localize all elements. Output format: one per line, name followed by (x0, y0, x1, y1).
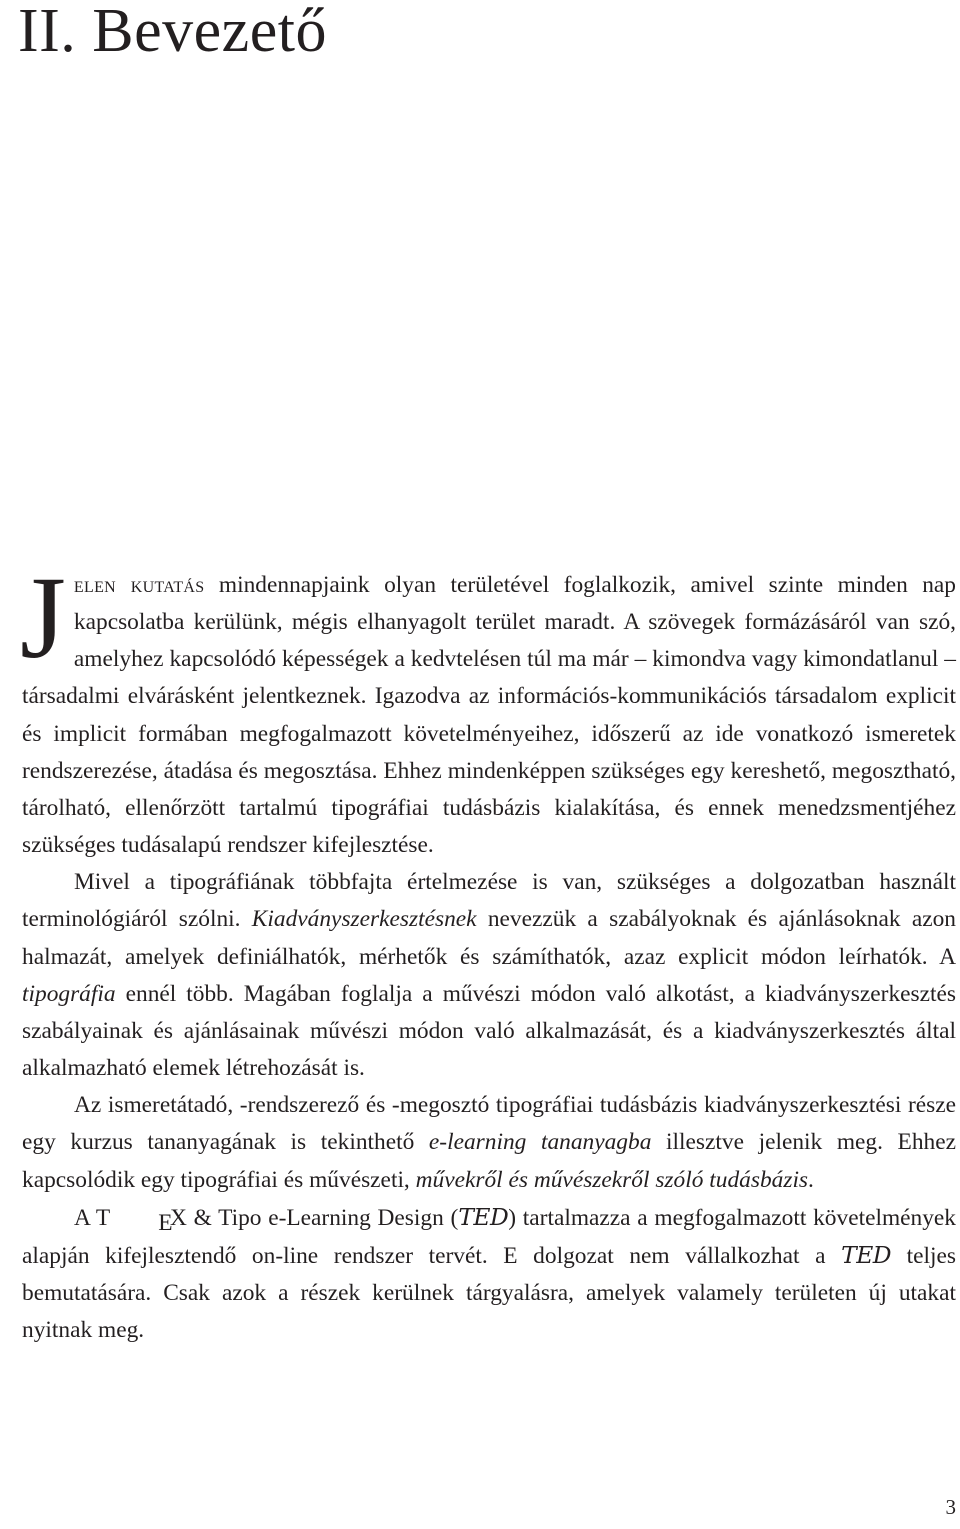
paragraph-ted (22, 1199, 956, 1350)
tex-logo: T EX (95, 1204, 187, 1236)
chapter-title: II. Bevezető (18, 0, 327, 65)
term-kiadvanyszerkesztes: Kiadványszerkesztésnek (251, 906, 477, 933)
lead-in-small-caps: elen kutatás (73, 572, 205, 598)
term-art-knowledge-base: művekről és művészekről szóló tudásbázis (415, 1166, 809, 1193)
paragraph-intro (20, 552, 956, 864)
paragraph-knowledge-base (22, 1087, 956, 1198)
paragraph-knowledge-base-text-2: illesztve jelenik meg. Ehhez kapcsolódik egy tipográfiai és művészeti, (22, 1129, 956, 1193)
paragraph-ted-text-4: teljes bemutatására. Csak azok a részek kerülnek tárgyalásra, amelyek valamely területen új utakat nyitnak meg. (22, 1242, 956, 1344)
paragraph-terminology (22, 864, 956, 1087)
paragraph-knowledge-base-text-1: Az ismeretátadó, -rendszerező és -megosztó tipográfiai tudásbázis kiadványszerkesztési része egy kurzus tananyagának is tekinthető (22, 1092, 956, 1156)
term-tipografia: tipográfia (22, 980, 116, 1007)
ted-logo: TED (458, 1202, 509, 1231)
term-e-learning: e-learning tananyagba (428, 1129, 652, 1156)
paragraph-ted-text-3: ) tartalmazza a megfogalmazott követelmények alapján kifejlesztendő on-line rendszer tervét. E dolgozat nem vállalkozhat a (22, 1204, 956, 1269)
paragraph-knowledge-base-text-3: . (808, 1166, 814, 1193)
paragraph-ted-text-2: & Tipo e-Learning Design ( (186, 1204, 459, 1231)
paragraph-ted-text-1: A (74, 1204, 96, 1231)
body-text (20, 552, 956, 1349)
page-number: 3 (945, 1495, 956, 1519)
paragraph-terminology-text-3: ennél több. Magában foglalja a művészi módon való alkotást, a kiadványszerkesztés szabályainak és ajánlásainak művészi módon való alkalmazását, és a kiadványszerkesztés által alkalmazható elemek létrehozását is. (22, 980, 956, 1082)
drop-cap: J (20, 552, 66, 683)
paragraph-terminology-text-2: nevezzük a szabályoknak és ajánlásoknak azon halmazát, amelyek definiálhatók, mérhetők és számíthatók, azaz explicit módon leírhatók. A (22, 906, 956, 970)
paragraph-terminology-text-1: Mivel a tipográfiának többfajta értelmezése is van, szükséges a dolgozatban használt terminológiáról szólni. (22, 869, 956, 933)
ted-logo-2: TED (841, 1240, 892, 1269)
paragraph-intro-text: mindennapjaink olyan területével foglalkozik, amivel szinte minden nap kapcsolatba kerülünk, mégis elhanyagolt terület maradt. A szövegek formázásáról van szó, amelyhez kapcsolódó képességek a kedvtelésen túl ma már – kimondva vagy kimondatlanul – társadalmi elvárásként jelentkeznek. Igazodva az információs-kommunikációs társadalom explicit és implicit formában megfogalmazott követelményeihez, időszerű az ide vonatkozó ismeretek rendszerezése, átadása és megosztása. Ehhez mindenképpen szükséges egy kereshető, megosztható, tárolható, ellenőrzött tartalmú tipográfiai tudásbázis kialakítása, és ennek menedzsmentjéhez szükséges tudásalapú rendszer kifejlesztése. (22, 572, 956, 859)
